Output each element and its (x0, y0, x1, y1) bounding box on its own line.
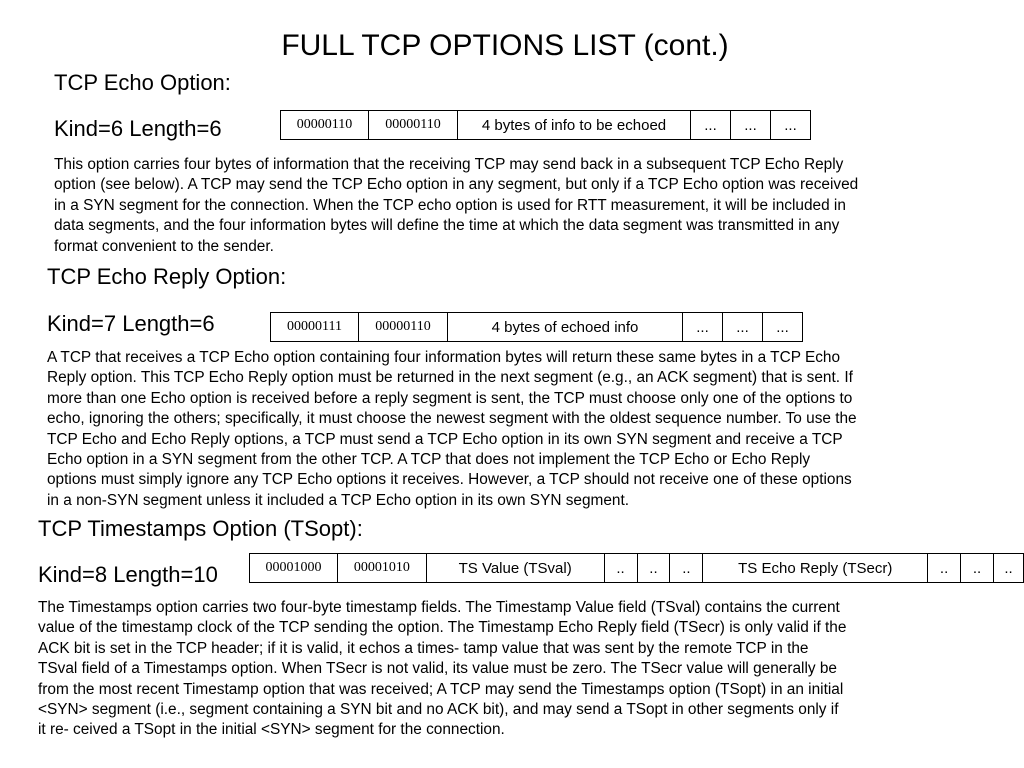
echo-option-kind-field: 00000110 (281, 111, 369, 139)
timestamps-ellipsis-field: .. (670, 554, 703, 582)
timestamps-option-description: The Timestamps option carries two four-byte timestamp fields. The Timestamp Value field (TSval) contains the current value of the timestamp clock of the TCP sending the option. The Timestamp Echo Reply field (TSecr) is only valid if the ACK bit is set in the TCP header; if it is valid, it echos a times- tamp value that was sent by the remote TCP in the TSval field of a Timestamps option. When TSecr is not valid, its value must be zero. The TSecr value will generally be from the most recent Timestamp option that was received; A TCP may send the Timestamps option (TSopt) in an initial <SYN> segment (i.e., segment containing a SYN bit and no ACK bit), and may send a TSopt in other segments only if it re- ceived a TSopt in the initial <SYN> segment for the connection. (38, 599, 847, 739)
echo-reply-ellipsis-field: ... (776, 318, 789, 336)
timestamps-tsval-field: TS Value (TSval) (427, 554, 605, 582)
timestamps-kind-field: 00001000 (250, 554, 338, 582)
echo-reply-option-field-diagram (270, 312, 803, 342)
echo-reply-length-field: 00000110 (359, 313, 448, 341)
timestamps-ellipsis-field: .. (961, 554, 994, 582)
page-title: FULL TCP OPTIONS LIST (cont.) (281, 29, 729, 62)
echo-option-ellipsis-field: ... (731, 111, 771, 139)
echo-reply-ellipsis-field: ... (683, 313, 723, 341)
timestamps-length-field: 00001010 (338, 554, 427, 582)
timestamps-option-heading: TCP Timestamps Option (TSopt): (38, 516, 363, 541)
timestamps-tsecr-field: TS Echo Reply (TSecr) (703, 554, 928, 582)
echo-option-heading: TCP Echo Option: (54, 70, 231, 95)
timestamps-ellipsis-field: .. (605, 554, 638, 582)
echo-option-field-diagram (280, 110, 811, 140)
echo-option-length-field: 00000110 (369, 111, 458, 139)
timestamps-ellipsis-field: .. (928, 554, 961, 582)
echo-reply-option-description: A TCP that receives a TCP Echo option containing four information bytes will return these same bytes in a TCP Echo Reply option. This TCP Echo Reply option must be returned in the next segment (e.g., an ACK segment) that is sent. If more than one Echo option is received before a reply segment is sent, the TCP must choose only one of the options to echo, ignoring the others; specifically, it must choose the newest segment with the oldest sequence number. To use the TCP Echo and Echo Reply options, a TCP must send a TCP Echo option in its own SYN segment and receive a TCP Echo option in a SYN segment from the other TCP. A TCP that does not implement the TCP Echo or Echo Reply options must simply ignore any TCP Echo options it receives. However, a TCP should not receive one of these options in a non-SYN segment unless it included a TCP Echo option in its own SYN segment. (47, 349, 857, 509)
echo-option-ellipsis-field: ... (784, 116, 797, 134)
timestamps-option-field-diagram (249, 553, 1024, 583)
echo-reply-option-heading: TCP Echo Reply Option: (47, 264, 287, 289)
echo-reply-data-field: 4 bytes of echoed info (448, 313, 683, 341)
timestamps-ellipsis-field: .. (638, 554, 671, 582)
timestamps-option-kind-length: Kind=8 Length=10 (38, 562, 218, 587)
echo-option-ellipsis-field: ... (691, 111, 731, 139)
echo-reply-kind-field: 00000111 (271, 313, 359, 341)
timestamps-ellipsis-field: .. (994, 554, 1024, 582)
echo-reply-option-kind-length: Kind=7 Length=6 (47, 311, 215, 336)
echo-option-kind-length: Kind=6 Length=6 (54, 116, 222, 141)
echo-option-data-field: 4 bytes of info to be echoed (458, 111, 691, 139)
echo-option-description: This option carries four bytes of information that the receiving TCP may send back in a subsequent TCP Echo Reply option (see below). A TCP may send the TCP Echo option in any segment, but only if a TCP Echo option was received in a SYN segment for the connection. When the TCP echo option is used for RTT measurement, it will be included in data segments, and the four information bytes will define the time at which the data segment was transmitted in any format convenient to the sender. (54, 156, 859, 255)
echo-reply-ellipsis-field: ... (723, 313, 763, 341)
